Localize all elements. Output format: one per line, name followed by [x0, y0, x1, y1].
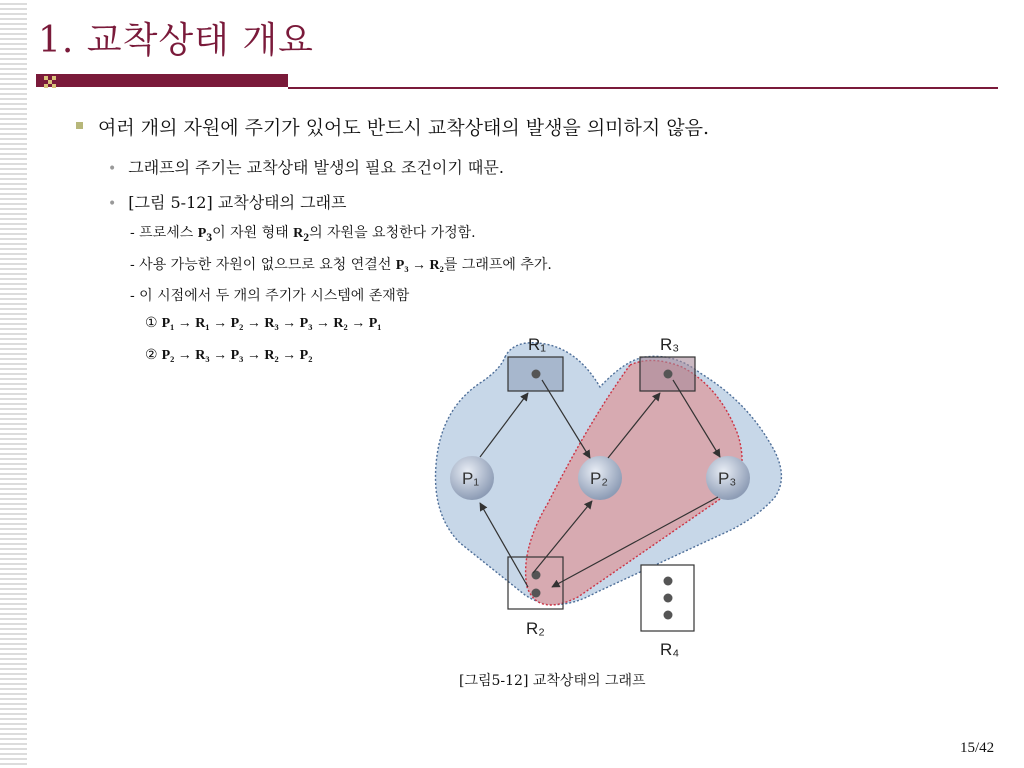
detail-text: - 사용 가능한 자원이 없으므로 요청 연결선 — [130, 257, 396, 273]
process-p2-label: P₂ — [590, 469, 608, 488]
r3-instance-dot — [664, 370, 673, 379]
detail-text: 를 그래프에 추가. — [443, 257, 552, 273]
title-underline-bar — [36, 74, 288, 87]
resource-r2-label: R₂ — [526, 619, 545, 638]
process-label: $P_3$ — [197, 226, 213, 244]
resource-r3-label: R₃ — [660, 335, 680, 354]
detail-line-2 — [130, 254, 552, 274]
resource-label: $R_2$ — [293, 226, 310, 244]
main-bullet-text: 여러 개의 자원에 주기가 있어도 반드시 교착상태의 발생을 의미하지 않음. — [98, 117, 710, 139]
sub-bullet-text: [그림 5-12] 교착상태의 그래프 — [128, 193, 347, 212]
dot-bullet-icon: • — [108, 196, 117, 212]
cycle-2 — [145, 347, 312, 364]
left-stripe-decoration — [0, 0, 27, 768]
title-underline-line — [288, 87, 998, 89]
process-p3-label: P₃ — [718, 469, 737, 488]
cycle-marker: ② — [145, 348, 158, 363]
resource-r1-label: R₁ — [528, 335, 547, 354]
r2-instance-dot — [532, 571, 541, 580]
cycle-text: P₁ → R₁ → P₂ → R₃ → P₃ → R₂ → P₁ — [161, 316, 382, 331]
r4-instance-dot — [664, 577, 673, 586]
cycle-marker: ① — [145, 316, 158, 331]
detail-line-1 — [130, 222, 476, 244]
r4-instance-dot — [664, 611, 673, 620]
r1-instance-dot — [532, 370, 541, 379]
sub-bullet-1 — [108, 155, 504, 178]
r2-instance-dot — [532, 589, 541, 598]
detail-text: - 프로세스 — [130, 225, 198, 241]
main-bullet — [78, 113, 709, 140]
cycle-1 — [145, 315, 463, 337]
dot-bullet-icon: • — [108, 161, 117, 177]
square-bullet-icon — [76, 122, 83, 129]
r4-instance-dot — [664, 594, 673, 603]
deadlock-graph — [420, 325, 800, 665]
process-p1-label: P₁ — [462, 469, 480, 488]
detail-text: 이 자원 형태 — [212, 225, 294, 241]
page-number: 15/42 — [960, 740, 995, 756]
slide-title: 1. 교착상태 개요 — [38, 20, 314, 61]
checker-icon — [44, 76, 56, 88]
sub-bullet-2 — [108, 190, 347, 213]
sub-bullet-text: 그래프의 주기는 교착상태 발생의 필요 조건이기 때문. — [128, 158, 504, 177]
detail-text: 의 자원을 요청한다 가정함. — [309, 225, 476, 241]
figure-caption: [그림5-12] 교착상태의 그래프 — [459, 673, 646, 689]
request-edge-label: P₃ → R₂ — [395, 258, 444, 273]
cycle-text: P₂ → R₃ → P₃ → R₂ → P₂ — [161, 348, 313, 363]
resource-r4-label: R₄ — [660, 640, 680, 659]
detail-line-3: - 이 시점에서 두 개의 주기가 시스템에 존재함 — [130, 288, 410, 304]
